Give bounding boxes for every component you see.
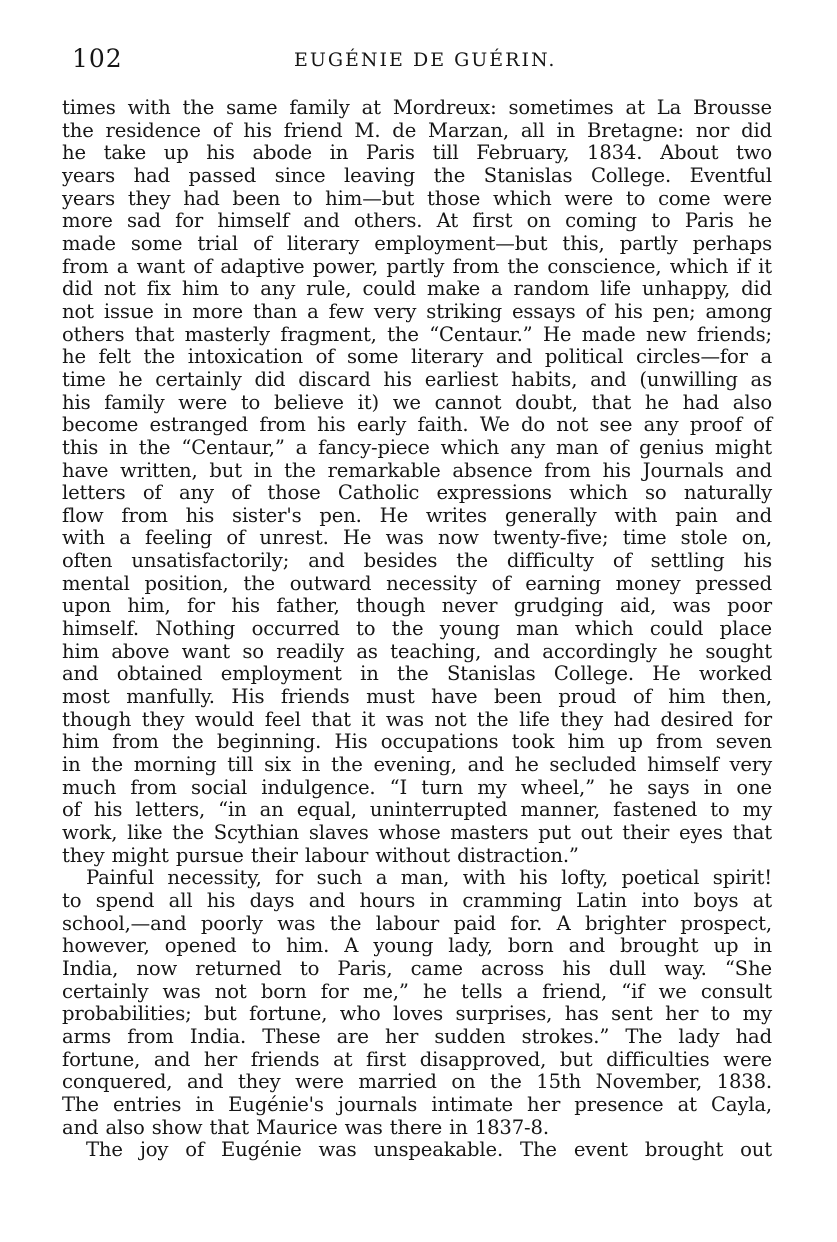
text-line: letters of any of those Catholic expressions which so naturally <box>62 481 772 505</box>
text-line: they might pursue their labour without distraction.” <box>62 843 579 867</box>
text-line: made some trial of literary employment—but this, partly perhaps <box>62 231 772 255</box>
text-line: times with the same family at Mordreux: sometimes at La Brousse <box>62 96 772 119</box>
text-line: often unsatisfactorily; and besides the difficulty of settling his <box>62 549 772 573</box>
text-line: himself. Nothing occurred to the young man which could place <box>62 617 772 641</box>
text-line: become estranged from his early faith. We do not see any proof of <box>62 413 772 437</box>
text-line: the residence of his friend M. de Marzan, all in Bretagne: nor did <box>62 118 772 142</box>
text-line: much from social indulgence. “I turn my wheel,” he says in one <box>62 775 772 799</box>
text-line: in the morning till six in the evening, and he secluded himself very <box>62 753 772 777</box>
text-line: most manfully. His friends must have been proud of him then, <box>62 685 772 709</box>
page-number: 102 <box>72 44 123 73</box>
text-line: to spend all his days and hours in cramming Latin into boys at <box>62 888 772 912</box>
running-head: EUGÉNIE DE GUÉRIN. <box>294 49 557 71</box>
text-line: probabilities; but fortune, who loves surprises, has sent her to my <box>62 1002 772 1026</box>
text-line: Painful necessity, for such a man, with his lofty, poetical spirit! <box>86 866 772 890</box>
text-line: school,—and poorly was the labour paid for. A brighter prospect, <box>62 911 772 935</box>
text-line: him above want so readily as teaching, and accordingly he sought <box>62 639 772 663</box>
text-line: him from the beginning. His occupations took him up from seven <box>62 730 772 754</box>
text-line: years had passed since leaving the Stanislas College. Eventful <box>62 163 772 187</box>
text-line: have written, but in the remarkable absence from his Journals and <box>62 458 772 482</box>
text-line: and obtained employment in the Stanislas College. He worked <box>62 662 772 686</box>
text-line: with a feeling of unrest. He was now twenty-five; time stole on, <box>62 526 772 550</box>
text-line: work, like the Scythian slaves whose masters put out their eyes that <box>62 821 772 844</box>
text-line: of his letters, “in an equal, uninterrupted manner, fastened to my <box>62 798 772 822</box>
text-line: conquered, and they were married on the 15th November, 1838. <box>62 1070 772 1094</box>
text-line: upon him, for his father, though never grudging aid, was poor <box>62 594 772 618</box>
text-line: more sad for himself and others. At first on coming to Paris he <box>62 209 772 233</box>
text-line: others that masterly fragment, the “Centaur.” He made new friends; <box>62 322 772 346</box>
text-line: his family were to believe it) we cannot doubt, that he had also <box>62 390 772 414</box>
text-line: he take up his abode in Paris till February, 1834. About two <box>62 141 772 165</box>
text-line: certainly was not born for me,” he tells a friend, “if we consult <box>62 979 772 1003</box>
text-line: not issue in more than a few very striking essays of his pen; among <box>62 299 772 323</box>
text-line: fortune, and her friends at first disapproved, but difficulties were <box>62 1047 772 1071</box>
text-line: flow from his sister's pen. He writes generally with pain and <box>62 503 772 527</box>
text-line: from a want of adaptive power, partly from the conscience, which if it <box>62 254 772 278</box>
text-line: time he certainly did discard his earliest habits, and (unwilling as <box>62 367 772 391</box>
body-text <box>62 97 772 1162</box>
text-line: mental position, the outward necessity of earning money pressed <box>62 571 772 595</box>
text-line: did not fix him to any rule, could make a random life unhappy, did <box>62 277 772 301</box>
text-line: years they had been to him—but those which were to come were <box>62 186 772 210</box>
text-line: and also show that Maurice was there in 1837-8. <box>62 1115 549 1139</box>
text-line: he felt the intoxication of some literary and political circles—for a <box>62 345 772 369</box>
text-line: India, now returned to Paris, came across his dull way. “She <box>62 956 772 980</box>
text-line: arms from India. These are her sudden strokes.” The lady had <box>62 1024 772 1048</box>
text-line: though they would feel that it was not the life they had desired for <box>62 707 772 731</box>
text-line: this in the “Centaur,” a fancy-piece which any man of genius might <box>62 435 772 459</box>
text-line: The joy of Eugénie was unspeakable. The event brought out <box>86 1138 772 1162</box>
text-line: however, opened to him. A young lady, born and brought up in <box>62 934 772 958</box>
page-header <box>72 44 772 74</box>
text-line: The entries in Eugénie's journals intimate her presence at Cayla, <box>62 1092 772 1116</box>
